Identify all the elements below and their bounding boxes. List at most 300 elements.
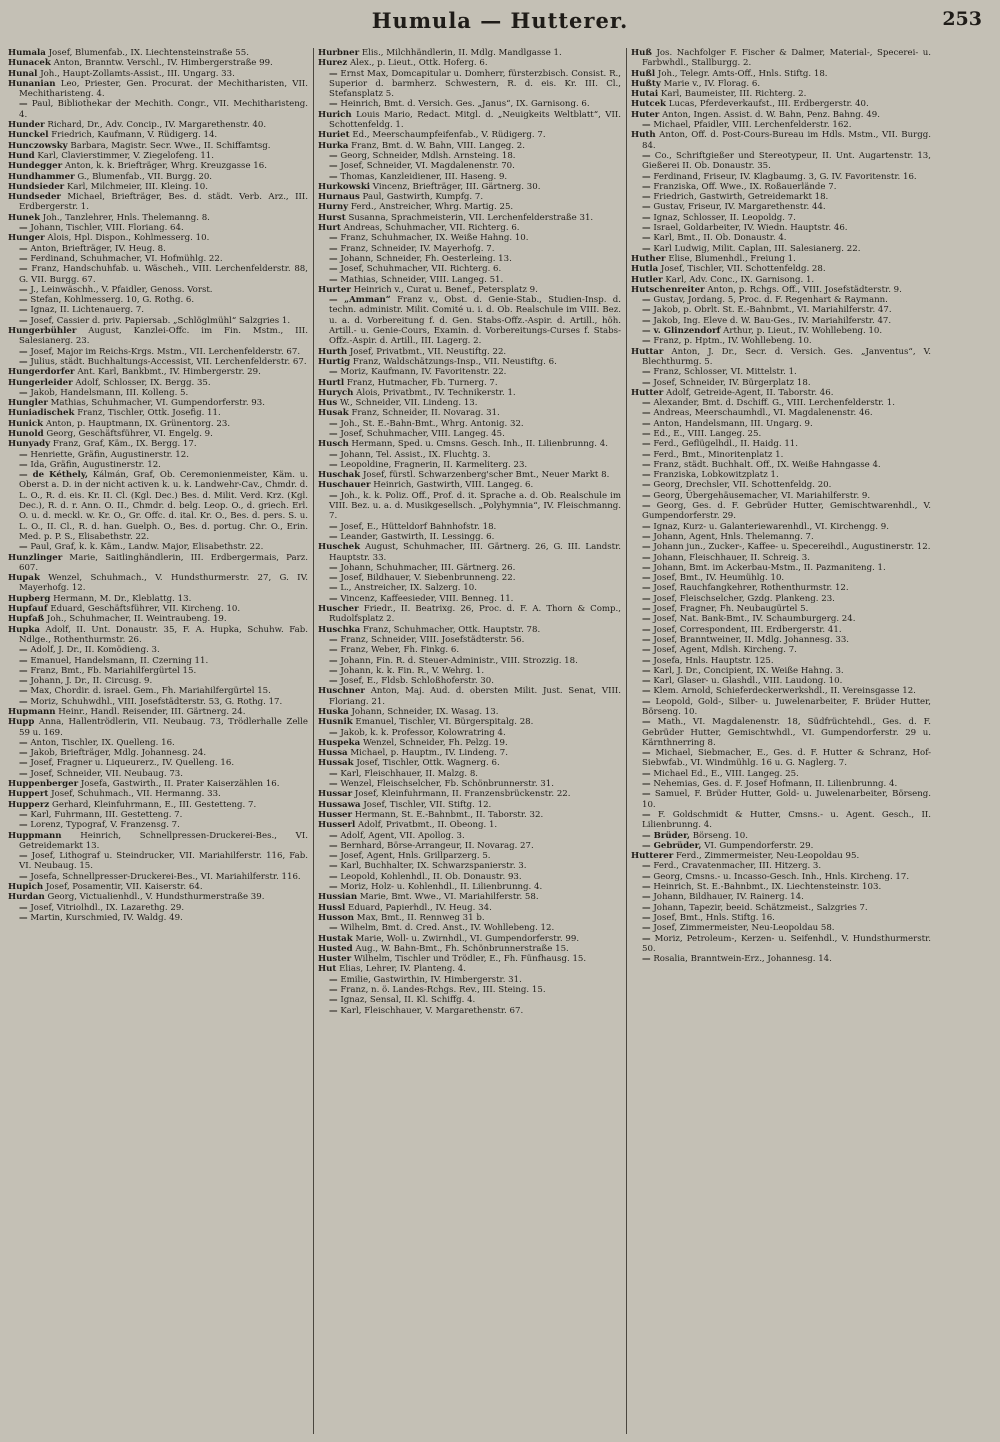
- directory-entry: [318, 110, 621, 131]
- entry-name: —: [642, 809, 651, 820]
- entry-name: Hussawa: [318, 799, 361, 810]
- entry-text: Ignaz, Kurz- u. Galanteriewarenhdl., VI. Kirchengg. 9.: [653, 521, 889, 532]
- directory-entry: [631, 120, 931, 130]
- entry-text: Franz, Handschuhfab. u. Wäscheh., VIII. Lerchenfelderstr. 88, G. VII. Burgg. 67.: [19, 264, 308, 285]
- entry-name: Husser: [318, 809, 353, 820]
- entry-text: Leo, Priester, Gen. Procurat. der Mechitharisten, VII. Mechitharisteng. 4.: [19, 78, 308, 100]
- directory-entry: [8, 913, 308, 923]
- entry-name: —: [329, 779, 338, 790]
- entry-text: Mathias, Schuhmacher, VI. Gumpendorferstr. 93.: [50, 398, 265, 409]
- directory-entry: [8, 676, 308, 686]
- entry-name: Hupperz: [8, 799, 50, 810]
- entry-text: Karl, Bmt., II. Ob. Donaustr. 4.: [653, 233, 787, 244]
- entry-name: —: [642, 120, 651, 131]
- entry-text: Franz, Schlosser, VI. Mittelstr. 1.: [653, 367, 797, 378]
- entry-name: —: [642, 624, 651, 635]
- entry-name: —: [642, 645, 651, 656]
- directory-entry: [8, 769, 308, 779]
- entry-name: Hupfauf: [8, 604, 48, 615]
- entry-name: Hutcek: [631, 99, 666, 110]
- directory-entry: [8, 892, 308, 902]
- entry-text: Jakob, k. k. Professor, Kolowratring 4.: [340, 727, 506, 738]
- directory-entry: [318, 378, 621, 388]
- entry-name: —: [19, 243, 28, 254]
- directory-entry: [318, 779, 621, 789]
- entry-text: Joh., St. E.-Bahn-Bmt., Whrg. Antonig. 32.: [340, 418, 524, 429]
- directory-entry: [8, 233, 308, 243]
- entry-text: Franz, p. Hptm., IV. Wohllebeng. 10.: [653, 336, 812, 347]
- entry-name: —: [329, 243, 338, 254]
- entry-name: Hunger: [8, 233, 45, 244]
- directory-entry: [318, 656, 621, 666]
- entry-name: —: [642, 470, 651, 481]
- directory-entry: [318, 275, 621, 285]
- entry-name: Huniadischek: [8, 408, 75, 419]
- entry-name: Hunick: [8, 418, 44, 429]
- directory-entry: [631, 656, 931, 666]
- entry-name: Husak: [318, 408, 349, 419]
- entry-name: Hutla: [631, 264, 659, 275]
- directory-entry: [8, 48, 308, 58]
- entry-name: Huth: [631, 130, 656, 141]
- directory-entry: [318, 923, 621, 933]
- directory-entry: [318, 254, 621, 264]
- entry-text: Georg, Ges. d. F. Gebrüder Hutter, Gemischtwarenhdl., V. Gumpendorferstr. 29.: [642, 501, 931, 522]
- entry-name: —: [19, 295, 28, 306]
- entry-name: —: [329, 68, 338, 79]
- entry-name: —: [329, 923, 338, 934]
- directory-entry: [631, 233, 931, 243]
- entry-text: Karl, Adv. Conc., IX. Garnisong. 1.: [665, 274, 815, 285]
- directory-entry: [318, 58, 621, 68]
- directory-entry: [318, 1006, 621, 1016]
- entry-text: Franz, Schuhmacher, IX. Weiße Hahng. 10.: [340, 233, 529, 244]
- entry-name: Hurych: [318, 387, 354, 398]
- column-divider: [313, 48, 314, 1434]
- entry-name: —: [329, 161, 338, 172]
- entry-name: Hundseder: [8, 192, 61, 203]
- entry-text: Anton, Tischler, IX. Quelleng. 16.: [30, 737, 175, 748]
- directory-entry: [318, 934, 621, 944]
- entry-text: Wenzel, Fleischselcher, Fb. Schönbrunnerstr. 31.: [340, 779, 554, 790]
- entry-name: —: [19, 223, 28, 234]
- entry-name: Hunzlinger: [8, 552, 63, 563]
- entry-name: —: [642, 614, 651, 625]
- entry-text: Ferd., Geflügelhdl., II. Haidg. 11.: [653, 439, 798, 450]
- entry-text: Ant. Karl, Bankbmt., IV. Himbergerstr. 29.: [77, 367, 261, 378]
- entry-text: Josef, Bmt., Hnls. Stiftg. 16.: [653, 912, 775, 923]
- entry-name: —: [642, 552, 651, 563]
- entry-text: Johann jun., Zucker-, Kaffee- u. Specereihdl., Augustinerstr. 12.: [653, 542, 931, 553]
- directory-entry: [8, 625, 308, 646]
- entry-name: Hunacek: [8, 58, 51, 69]
- directory-entry: [318, 913, 621, 923]
- entry-text: Johann, Fleischhauer, II. Schreig. 3.: [653, 552, 810, 563]
- entry-name: Hupich: [8, 882, 44, 893]
- directory-entry: [318, 192, 621, 202]
- entry-name: Hungerbühler: [8, 326, 77, 337]
- directory-entry: [631, 285, 931, 295]
- directory-entry: [631, 460, 931, 470]
- entry-name: —: [642, 449, 651, 460]
- entry-name: Hussak: [318, 758, 354, 769]
- entry-text: Joh., Haupt-Zollamts-Assist., III. Ungarg. 33.: [40, 68, 235, 79]
- entry-text: Josef, Privatbmt., VII. Neustiftg. 22.: [349, 346, 507, 357]
- entry-name: Hurbner: [318, 48, 360, 58]
- entry-name: —: [19, 871, 28, 882]
- entry-text: Anton, Briefträger, IV. Heug. 8.: [30, 243, 166, 254]
- directory-entry: [631, 563, 931, 573]
- entry-name: Huppert: [8, 789, 49, 800]
- directory-entry: [318, 213, 621, 223]
- directory-entry: [631, 789, 931, 810]
- entry-text: Friedrich, Gastwirth, Getreidemarkt 18.: [653, 192, 829, 203]
- page-number: 253: [942, 8, 982, 30]
- entry-text: Adolf, Agent, VII. Apollog. 3.: [340, 830, 465, 841]
- entry-name: Hutler: [631, 274, 663, 285]
- entry-text: Marie, Bmt. Wwe., VI. Mariahilferstr. 58.: [359, 892, 539, 903]
- directory-entry: [8, 172, 308, 182]
- directory-entry: [318, 223, 621, 233]
- entry-text: Josef, Fragner u. Liqueurerz., IV. Quelleng. 16.: [30, 758, 235, 769]
- directory-entry: [318, 429, 621, 439]
- directory-entry: [631, 831, 931, 841]
- column-1: [8, 48, 308, 1434]
- directory-entry: [8, 460, 308, 470]
- entry-name: Huttar: [631, 346, 664, 357]
- directory-entry: [8, 408, 308, 418]
- entry-name: —: [642, 398, 651, 409]
- entry-text: Elise, Blumenhdl., Freiung 1.: [668, 253, 796, 264]
- directory-entry: [318, 800, 621, 810]
- entry-name: —: [19, 542, 28, 553]
- entry-text: Franz, Hutmacher, Fb. Turnerg. 7.: [346, 377, 498, 388]
- directory-entry: [318, 686, 621, 707]
- entry-text: Richard, Dr., Adv. Concip., IV. Margarethenstr. 40.: [47, 120, 267, 131]
- entry-name: —: [329, 1005, 338, 1016]
- entry-name: Hunold: [8, 428, 44, 439]
- directory-entry: [8, 285, 308, 295]
- entry-name: —: [329, 264, 338, 275]
- entry-text: Andreas, Schuhmacher, VII. Richterg. 6.: [343, 223, 520, 234]
- directory-entry: [8, 398, 308, 408]
- entry-text: Adolf, J. Dr., II. Komödieng. 3.: [30, 645, 160, 656]
- entry-name: Hurez: [318, 58, 348, 69]
- entry-name: —: [642, 789, 651, 800]
- entry-text: Josef, Agent, Mdlsh. Kircheng. 7.: [653, 645, 797, 656]
- entry-name: Hunckel: [8, 130, 49, 141]
- entry-name: —: [642, 902, 651, 913]
- entry-text: Johann, Bmt. im Ackerbau-Mstm., II. Pazmaniteng. 1.: [653, 562, 886, 573]
- entry-text: Georg, Drechsler, VII. Schottenfeldg. 20.: [653, 480, 832, 491]
- entry-text: Anton, Ingen. Assist. d. W. Bahn, Penz. Bahng. 49.: [662, 109, 880, 120]
- entry-text: Joh., k. k. Poliz. Off., Prof. d. it. Sprache a. d. Ob. Realschule im VIII. Bez. u. a. d. Musikgesellsch. „Polyhymnia“, IV. Fleischmanng. 7.: [329, 490, 621, 522]
- directory-entry: [318, 944, 621, 954]
- directory-entry: [8, 357, 308, 367]
- entry-text: Michael, Pfaidler, VIII. Lerchenfelderstr. 162.: [653, 120, 852, 131]
- entry-text: Johann, Tel. Assist., IX. Fluchtg. 3.: [340, 449, 491, 460]
- entry-text: Josef, Zimmermeister, Neu-Leopoldau 58.: [653, 923, 835, 934]
- entry-name: —: [19, 768, 28, 779]
- entry-name: Hut: [318, 964, 337, 975]
- page-header: [0, 8, 1000, 48]
- entry-text: Samuel, F. Brüder Hutter, Gold- u. Juwelenarbeiter, Börseng. 10.: [642, 789, 931, 810]
- directory-entry: [631, 480, 931, 490]
- directory-entry: [8, 553, 308, 574]
- directory-entry: [318, 367, 621, 377]
- entry-name: —: [329, 830, 338, 841]
- page-title: Humula — Hutterer.: [371, 8, 629, 33]
- directory-entry: [631, 625, 931, 635]
- directory-entry: [631, 275, 931, 285]
- entry-text: Josef, Cassier d. priv. Papiersab. „Schlöglmühl“ Salzgries 1.: [30, 315, 291, 326]
- directory-entry: [631, 48, 931, 69]
- entry-text: Aug., W. Bahn-Bmt., Fh. Schönbrunnerstraße 15.: [355, 943, 569, 954]
- directory-entry: [8, 645, 308, 655]
- entry-text: Heinrich, Schnellpressen-Druckerei-Bes., VI. Getreidemarkt 13.: [19, 830, 308, 851]
- entry-name: —: [642, 562, 651, 573]
- directory-entry: [8, 69, 308, 79]
- directory-entry: [631, 954, 931, 964]
- entry-name: —: [329, 428, 338, 439]
- directory-entry: [631, 923, 931, 933]
- entry-text: Barbara, Magistr. Secr. Wwe., II. Schiffamtsg.: [70, 140, 271, 151]
- entry-name: Hurtig: [318, 356, 351, 367]
- directory-entry: [8, 707, 308, 717]
- directory-entry: [631, 697, 931, 718]
- entry-name: — de Kéthely,: [19, 470, 88, 481]
- entry-name: Huschauer: [318, 480, 371, 491]
- entry-text: Klem. Arnold, Schieferdeckerwerkshdl., II. Vereinsgasse 12.: [653, 686, 916, 697]
- directory-entry: [8, 686, 308, 696]
- entry-text: Josef, Schuhmacher, VII. Richterg. 6.: [340, 264, 502, 275]
- entry-text: Moriz, Holz- u. Kohlenhdl., II. Lilienbrunng. 4.: [340, 882, 543, 893]
- entry-name: —: [642, 418, 651, 429]
- entry-text: Michael, Briefträger, Bes. d. städt. Verb. Arz., III. Erdbergerstr. 1.: [19, 192, 308, 213]
- entry-text: Jakob, Briefträger, Mdlg. Johannesg. 24.: [30, 748, 207, 759]
- directory-entry: [631, 326, 931, 336]
- entry-text: Franz, Weber, Fh. Finkg. 6.: [340, 645, 460, 656]
- directory-entry: [631, 305, 931, 315]
- entry-text: Stefan, Kohlmesserg. 10, G. Rothg. 6.: [30, 295, 195, 306]
- entry-name: —: [642, 480, 651, 491]
- entry-text: Ferd., Bmt., Minoritenplatz 1.: [653, 449, 784, 460]
- entry-text: Josef, Schneider, IV. Bürgerplatz 18.: [653, 377, 811, 388]
- entry-name: —: [19, 665, 28, 676]
- entry-text: Anna, Hallentrödlerin, VII. Neubaug. 73, Trödlerhalle Zelle 59 u. 169.: [19, 717, 308, 738]
- entry-text: Israel, Goldarbeiter, IV. Wiedn. Hauptstr. 46.: [653, 223, 848, 234]
- entry-name: Huther: [631, 253, 666, 264]
- entry-name: Hussa: [318, 748, 348, 759]
- directory-entry: [8, 141, 308, 151]
- directory-entry: [8, 182, 308, 192]
- directory-entry: [631, 934, 931, 955]
- entry-text: Karl, Fleischhauer, II. Malzg. 8.: [340, 768, 479, 779]
- entry-text: Ferdinand, Friseur, IV. Klagbaumg. 3, G. IV. Favoritenstr. 16.: [653, 171, 917, 182]
- entry-text: Josef, Schuhmacher, VIII. Langeg. 45.: [340, 428, 505, 439]
- entry-name: —: [642, 923, 651, 934]
- entry-name: —: [19, 820, 28, 831]
- entry-name: Hutter: [631, 387, 664, 398]
- entry-text: Anton, Off. d. Post-Cours-Bureau im Hdls. Mstm., VII. Burgg. 84.: [642, 130, 931, 151]
- entry-name: —: [642, 521, 651, 532]
- entry-text: Gerhard, Kleinfuhrmann, E., III. Gestetteng. 7.: [52, 799, 257, 810]
- directory-entry: [8, 429, 308, 439]
- directory-entry: [318, 347, 621, 357]
- entry-name: —: [642, 696, 651, 707]
- entry-text: Josef, Fleischselcher, Gzdg. Plankeng. 23.: [653, 593, 835, 604]
- entry-name: — v. Glinzendorf: [642, 326, 721, 337]
- directory-entry: [318, 748, 621, 758]
- entry-text: Börseng. 10.: [692, 830, 748, 841]
- entry-text: Georg, Cmsns.- u. Incasso-Gesch. Inh., Hnls. Kircheng. 17.: [653, 871, 910, 882]
- entry-name: Huriet: [318, 130, 350, 141]
- entry-text: Andreas, Meerschaumhdl., VI. Magdalenenstr. 46.: [653, 408, 873, 419]
- entry-text: Michael Ed., E., VIII. Langeg. 25.: [653, 768, 799, 779]
- entry-name: —: [329, 995, 338, 1006]
- entry-text: Alois, Hpl. Dispon., Kohlmesserg. 10.: [47, 233, 210, 244]
- entry-text: Emanuel, Handelsmann, II. Czerning 11.: [30, 655, 209, 666]
- entry-text: Josef, Schneider, VII. Neubaug. 73.: [30, 768, 183, 779]
- directory-entry: [631, 378, 931, 388]
- entry-name: —: [642, 779, 651, 790]
- directory-entry: [631, 316, 931, 326]
- directory-entry: [631, 130, 931, 151]
- directory-entry: [318, 676, 621, 686]
- entry-name: —: [329, 645, 338, 656]
- entry-name: —: [642, 871, 651, 882]
- directory-entry: [8, 316, 308, 326]
- entry-name: —: [329, 459, 338, 470]
- directory-entry: [318, 48, 621, 58]
- entry-name: Hunanian: [8, 78, 56, 89]
- entry-name: —: [329, 840, 338, 851]
- entry-name: —: [19, 315, 28, 326]
- entry-text: Ferd., Zimmermeister, Neu-Leopoldau 95.: [676, 851, 860, 862]
- entry-name: Hunal: [8, 68, 38, 79]
- directory-entry: [8, 810, 308, 820]
- entry-name: Hundegger: [8, 161, 63, 172]
- directory-entry: [318, 130, 621, 140]
- entry-name: Husch: [318, 439, 349, 450]
- directory-entry: [631, 892, 931, 902]
- entry-name: Huschka: [318, 624, 361, 635]
- directory-entry: [631, 264, 931, 274]
- entry-text: Leopoldine, Fragnerin, II. Karmeliterg. 23.: [340, 459, 528, 470]
- entry-text: Emilie, Gastwirthin, IV. Himbergerstr. 31.: [340, 974, 522, 985]
- entry-text: L., Anstreicher, IX. Salzerg. 10.: [340, 583, 477, 594]
- directory-entry: [631, 861, 931, 871]
- entry-text: Eduard, Papierhdl., IV. Heug. 34.: [348, 902, 492, 913]
- entry-text: Georg, Schneider, Mdlsh. Arnsteing. 18.: [340, 150, 516, 161]
- directory-entry: [631, 367, 931, 377]
- entry-text: Joh., Schuhmacher, II. Weintraubeng. 19.: [46, 614, 227, 625]
- directory-entry: [8, 542, 308, 552]
- entry-text: Johann, Tapezir, beeid. Schätzmeist., Salzgries 7.: [653, 902, 868, 913]
- entry-name: —: [19, 449, 28, 460]
- directory-entry: [318, 583, 621, 593]
- entry-name: —: [329, 233, 338, 244]
- directory-entry: [8, 779, 308, 789]
- directory-entry: [318, 182, 621, 192]
- directory-entry: [318, 244, 621, 254]
- entry-name: —: [19, 284, 28, 295]
- directory-entry: [318, 480, 621, 490]
- entry-text: Johann, J. Dr., II. Circusg. 9.: [30, 676, 153, 687]
- entry-name: Hussar: [318, 789, 353, 800]
- directory-entry: [631, 213, 931, 223]
- entry-text: Franz v., Obst. d. Genie-Stab., Studien-Insp. d. techn. administr. Milit. Comité u. i. d. Ob. Realschule im VIII. Bez. u. a. d. Vorbereitung f. d. Gen. Stabs-Offz.-Aspir. d. Artill., höh. Artill.- u. Genie-Cours, Examin. d. Vorbereitungs-Curses f. Stabs-Offz.-Aspir. d. Artill., III. Lagerg. 2.: [329, 295, 621, 347]
- directory-entry: [631, 810, 931, 831]
- entry-text: Joh., Telegr. Amts-Off., Hnls. Stiftg. 18.: [657, 68, 828, 79]
- directory-entry: [8, 594, 308, 604]
- entry-text: J., Leinwäschh., V. Pfaidler, Genoss. Vorst.: [30, 284, 213, 295]
- directory-entry: [631, 913, 931, 923]
- directory-entry: [318, 831, 621, 841]
- directory-entry: [631, 450, 931, 460]
- directory-entry: [8, 666, 308, 676]
- entry-name: —: [642, 171, 651, 182]
- entry-name: —: [329, 768, 338, 779]
- directory-entry: [8, 347, 308, 357]
- directory-entry: [631, 244, 931, 254]
- entry-text: Josef, Blumenfab., IX. Liechtensteinstraße 55.: [48, 48, 249, 58]
- entry-text: Josef, Nat. Bank-Bmt., IV. Schaumburgerg. 24.: [653, 614, 856, 625]
- directory-entry: [631, 79, 931, 89]
- directory-entry: [8, 223, 308, 233]
- entry-text: Josef, Tischler, Ottk. Wagnerg. 6.: [356, 758, 500, 769]
- directory-entry: [318, 882, 621, 892]
- entry-text: Max, Chordir. d. israel. Gem., Fh. Mariahilfergürtel 15.: [30, 686, 271, 697]
- directory-entry: [318, 99, 621, 109]
- entry-name: Hungerdorfer: [8, 367, 75, 378]
- directory-entry: [318, 69, 621, 100]
- entry-text: Leopold, Kohlenhdl., II. Ob. Donaustr. 93.: [340, 871, 522, 882]
- entry-name: —: [642, 583, 651, 594]
- entry-text: Max, Bmt., II. Rennweg 31 b.: [356, 912, 485, 923]
- entry-name: Hus: [318, 398, 338, 409]
- entry-text: Karl, J. Dr., Concipient, IX. Weiße Hahng. 3.: [653, 665, 844, 676]
- directory-entry: [318, 388, 621, 398]
- entry-text: Franziska, Lobkowitzplatz 1.: [653, 470, 779, 481]
- entry-name: —: [329, 253, 338, 264]
- directory-entry: [631, 635, 931, 645]
- directory-entry: [8, 79, 308, 100]
- directory-entry: [631, 645, 931, 655]
- entry-text: Josef, Agent, Hnls. Grillparzerg. 5.: [340, 851, 491, 862]
- entry-name: Hupp: [8, 717, 35, 728]
- directory-entry: [318, 357, 621, 367]
- entry-text: Nehemias, Ges. d. F. Josef Hofmann, II. Lilienbrunng. 4.: [653, 779, 898, 790]
- entry-text: Wilhelm, Tischler und Trödler, E., Fh. Fünfhausg. 15.: [353, 954, 587, 965]
- directory-entry: [8, 254, 308, 264]
- entry-name: Hustak: [318, 933, 353, 944]
- entry-name: —: [19, 902, 28, 913]
- entry-name: Huschek: [318, 542, 361, 553]
- directory-entry: [8, 419, 308, 429]
- directory-entry: [8, 58, 308, 68]
- entry-text: Arthur, p. Lieut., IV. Wohllebeng. 10.: [723, 326, 883, 337]
- entry-text: Josef, E., Hütteldorf Bahnhofstr. 18.: [340, 521, 497, 532]
- entry-text: Josef, Posamentir, VII. Kaiserstr. 64.: [45, 882, 203, 893]
- directory-entry: [631, 470, 931, 480]
- directory-entry: [8, 151, 308, 161]
- entry-text: Joh., Tanzlehrer, Hnls. Thelemanng. 8.: [42, 212, 210, 223]
- entry-name: Hund: [8, 150, 35, 161]
- entry-name: Hutschenreiter: [631, 284, 705, 295]
- entry-name: —: [642, 933, 651, 944]
- entry-name: Hurter: [318, 284, 351, 295]
